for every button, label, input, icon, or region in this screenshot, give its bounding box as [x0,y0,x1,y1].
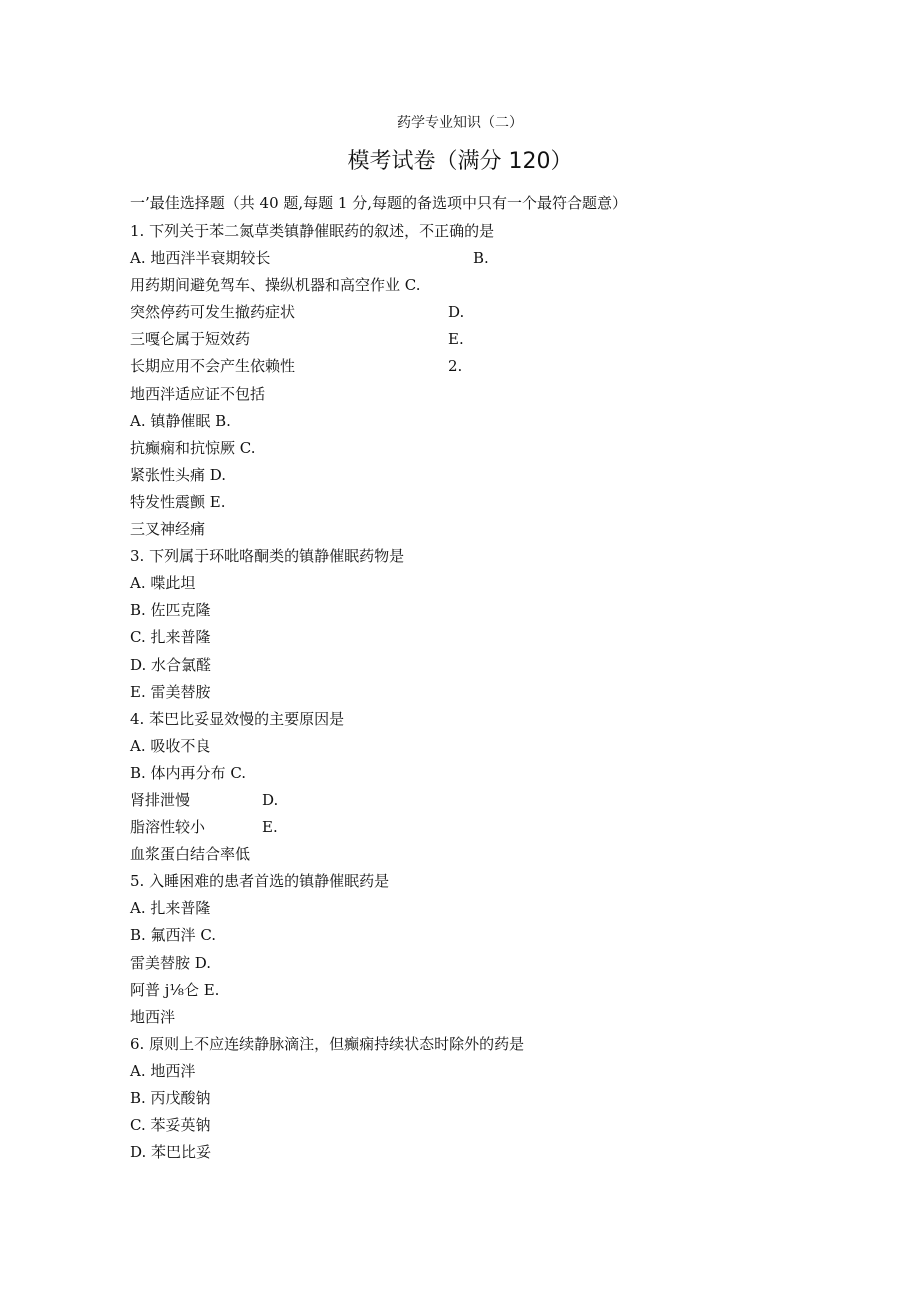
text-line-left: 三叉神经痛 [130,520,206,539]
text-line [130,1006,830,1033]
text-line-left: 脂溶性较小 [130,818,206,837]
text-line-left: 用药期间避免驾车、操纵机器和高空作业 C. [130,276,421,295]
text-line-right: B. [473,249,489,268]
text-line [130,220,830,247]
section-heading: 一’最佳选择题（共 40 题,每题 1 分,每题的备选项中只有一个最符合题意） [130,194,628,212]
text-line [130,410,830,437]
text-line-left: A. 镇静催眠 B. [130,411,231,430]
text-line-left: A. 地西泮 [130,1061,196,1080]
text-line-left: D. 苯巴比妥 [130,1143,212,1162]
text-line [130,599,830,626]
text-line [130,464,830,491]
text-line-left: 长期应用不会产生依赖性 [130,357,296,376]
text-line-left: 6. 原则上不应连续静脉滴注，但癫痫持续状态时除外的药是 [130,1034,525,1053]
text-line-right: E. [262,818,278,837]
text-line [130,491,830,518]
text-line [130,1060,830,1087]
text-line-left: 抗癫痫和抗惊厥 C. [130,438,256,457]
text-line-left: 紧张性头痛 D. [130,465,227,484]
text-line [130,626,830,653]
text-line [130,247,830,274]
text-line-left: 肾排泄慢 [130,790,191,809]
text-line-left: C. 苯妥英钠 [130,1116,211,1135]
text-line [130,735,830,762]
text-line-left: B. 丙戊酸钠 [130,1089,211,1107]
document-title: 模考试卷（满分 120） [347,149,573,174]
text-line [130,843,830,870]
text-line-left: A. 吸收不良 [130,736,211,755]
text-line [130,789,830,816]
question-body [130,220,830,1168]
text-line-left: 5. 入睡困难的患者首选的镇静催眠药是 [130,872,390,891]
text-line-left: A. 扎来普隆 [130,899,211,918]
text-line-left: 雷美替胺 D. [130,953,212,972]
text-line-left: B. 氟西泮 C. [130,926,217,945]
text-line [130,1141,830,1168]
text-line-left: 地西泮适应证不包括 [130,384,266,403]
text-line [130,952,830,979]
text-line-left: 地西泮 [130,1007,176,1026]
text-line [130,924,830,951]
text-line-left: 三嘎仑属于短效药 [130,330,251,349]
text-line-left: B. 体内再分布 C. [130,763,247,782]
text-line-right: D. [262,790,279,809]
text-line-left: D. 水合氯醛 [130,655,212,674]
text-line [130,654,830,681]
document-subtitle: 药学专业知识（二） [397,115,523,131]
text-line [130,518,830,545]
text-line [130,301,830,328]
text-line [130,437,830,464]
text-line-left: B. 佐匹克隆 [130,601,211,620]
text-line-left: 突然停药可发生撤药症状 [130,303,296,322]
text-line [130,1114,830,1141]
text-line-left: 特发性震颤 E. [130,492,226,511]
text-line [130,816,830,843]
text-line-right: D. [448,303,465,322]
text-line [130,681,830,708]
text-line [130,274,830,301]
text-line-left: E. 雷美替胺 [130,682,211,701]
text-line-left: 3. 下列属于环吡咯酮类的镇静催眠药物是 [130,547,405,566]
text-line [130,1033,830,1060]
text-line-left: 阿普 j⅛仑 E. [130,980,220,999]
text-line-left: C. 扎来普隆 [130,628,211,647]
text-line [130,572,830,599]
text-line-left: A. 喋此坦 [130,574,196,593]
text-line-left: A. 地西泮半衰期较长 [130,249,271,268]
text-line-right: 2. [448,357,463,376]
text-line [130,762,830,789]
text-line [130,328,830,355]
text-line [130,870,830,897]
text-line-left: 4. 苯巴比妥显效慢的主要原因是 [130,709,345,728]
text-line-left: 1. 下列关于苯二氮草类镇静催眠药的叙述，不正确的是 [130,222,495,240]
text-line [130,355,830,382]
text-line [130,979,830,1006]
text-line [130,897,830,924]
text-line [130,1087,830,1114]
text-line [130,708,830,735]
text-line-left: 血浆蛋白结合率低 [130,845,251,864]
text-line [130,545,830,572]
text-line-right: E. [448,330,464,349]
text-line [130,383,830,410]
